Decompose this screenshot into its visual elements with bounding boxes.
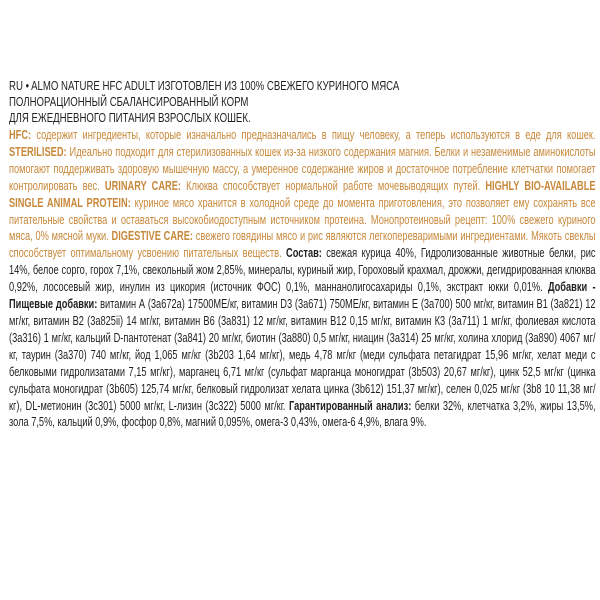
analysis-text: белки 32%, клетчатка 3,2%, жиры 13,5%, зола 7,5%, кальций 0,9%, фосфор 0,8%, магний 0,095%, омега-3 0,43%, омега-6 4,9%, влага 9%. (9, 398, 596, 430)
urinary-care-text: Клюква способствует нормальной работе мочевыводящих путей. (181, 178, 486, 193)
composition-text: свежая курица 40%, Гидролизованные животные белки, рис 14%, белое сорго, горох 7,1%, свекольный жом 2,85%, минералы, куриный жир, Гороховый крахмал, дрожжи, дегидрированная клюква 0,92%, лососевый жир, инулин из цикория (источник ФОС) 0,1%, маннанолигосахариды 0,1%, экстракт юкки 0,01%. (9, 246, 596, 295)
hfc-text: содержит ингредиенты, которые изначально предназначались в пищу человеку, а теперь используются в еде для кошек. (31, 128, 596, 142)
composition-label: Состав: (286, 246, 322, 261)
sterilised-text: Идеально подходит для стерилизованных кошек из-за низкого содержания магния. Белки и незаменимые аминокислоты помогают поддерживать здоровую мышечную массу, а умеренное содержание жиров и достаточное потребление клетчатки помогает контролировать вес. (9, 144, 596, 193)
header-line-1: RU • ALMO NATURE HFC ADULT ИЗГОТОВЛЕН ИЗ 100% СВЕЖЕГО КУРИНОГО МЯСА (9, 78, 400, 93)
digestive-care-text: свежего говядины мясо и рис являются легкопереваримыми ингредиентами. Мякоть свеклы способствует оптимальному усвоению питательных веществ. (9, 229, 596, 261)
additives-text: витамин А (3а672а) 17500МЕ/кг, витамин D3 (3а671) 750МЕ/кг, витамин Е (3а700) 500 мг/кг, витамин В1 (3а821) 12 мг/кг, витамин В2 (3а825ii) 14 мг/кг, витамин В6 (3а831) 12 мг/кг, витамин В12 0,15 мг/кг, витамин К3 (3а711) 1 мг/кг, фолиевая кислота (3а316) 1 мг/кг, кальций D-пантотенат (3а841) 20 мг/кг, биотин (3а880) 0,5 мг/кг, ниацин (3а314) 25 мг/кг, холина хлорид (3а890) 4067 мг/кг, таурин (3а370) 740 мг/кг, йод 1,065 мг/кг (3b203 1,64 мг/кг), медь 4,78 мг/кг (меди сульфата петагидрат 15,96 мг/кг, хелат меди с белковыми гидролизатами 7,15 мг/кг), марганец 6,71 мг/кг (сульфат марганца моногидрат (3b503) 20,67 мг/кг), цинк 52,5 мг/кг (цинка сульфата моногидрат (3b605) 125,74 мг/кг, белковый гидролизат хелата цинка (3b612) 151,37 мг/кг), селен 0,025 мг/кг (3b8 10 11,38 мг/кг), DL-метионин (3с301) 5000 мг/кг, L-лизин (3с322) 5000 мг/кг. (9, 297, 596, 413)
label-body-text (9, 127, 596, 431)
hfc-label: HFC: (9, 128, 32, 142)
protein-text: куриное мясо хранится в холодной среде до момента приготовления, это позволяет ему сохранять все питательные свойства и оставаться высокобиодоступным источником протеина. Монопротеиновый рецепт: 100% свежего куриного мяса, 0% мясной муки. (9, 195, 596, 244)
urinary-care-label: URINARY CARE: (104, 178, 182, 193)
analysis-label: Гарантированный анализ: (288, 398, 412, 413)
sterilised-label: STERILISED: (9, 144, 67, 159)
header-line-3: ДЛЯ ЕЖЕДНЕВНОГО ПИТАНИЯ ВЗРОСЛЫХ КОШЕК. (9, 110, 251, 125)
protein-label: HIGHLY BIO-AVAILABLE SINGLE ANIMAL PROTEIN: (9, 178, 596, 210)
header-line-2: ПОЛНОРАЦИОННЫЙ СБАЛАНСИРОВАННЫЙ КОРМ (9, 94, 249, 109)
label-header (9, 78, 442, 126)
digestive-care-label: DIGESTIVE CARE: (111, 229, 193, 244)
additives-label: Добавки - Пищевые добавки: (9, 280, 596, 312)
